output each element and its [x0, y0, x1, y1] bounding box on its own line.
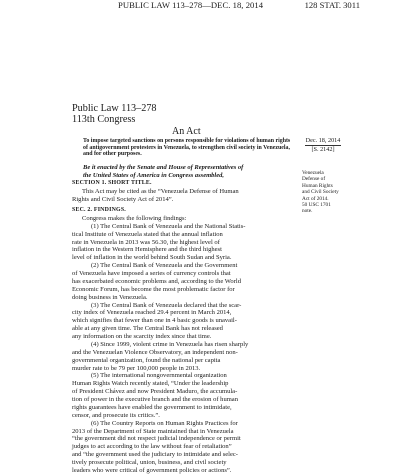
text-line: censor, and prosecute its critics.”. [72, 411, 160, 419]
statute-citation: 128 STAT. 3011 [304, 0, 360, 10]
finding-paragraph [72, 262, 308, 301]
text-line: any information on the scarcity index since that time. [72, 333, 212, 340]
public-law-number: Public Law 113–278 [72, 103, 157, 114]
text-line: This Act may be cited as the “Venezuela Defense of Human [82, 187, 239, 195]
margin-note-line: 50 USC 1701 [302, 202, 331, 209]
text-line: judges to act according to the law without fear of retaliation” [72, 443, 232, 451]
text-line: which signifies that fewer than one in 4 basic goods is unavail- [72, 317, 237, 325]
text-line: (5) The international nongovernmental organization [91, 372, 227, 380]
text-line: Economic Forum, has become the most problematic factor for [72, 285, 235, 293]
purpose-line: of antigovernment protesters in Venezuela, to strengthen civil society in Venezuela, [83, 144, 290, 151]
section-2-heading: SEC. 2. FINDINGS. [72, 207, 126, 213]
purpose-line: To impose targeted sanctions on persons responsible for violations of human rights [83, 138, 291, 144]
text-line: governmental organization, found the national per capita [72, 356, 221, 364]
text-line: rate in Venezuela in 2013 was 56.30, the highest level of [72, 238, 220, 246]
margin-note [302, 170, 352, 215]
enacting-line: Be it enacted by the Senate and House of Representatives of [83, 164, 244, 171]
enactment-date-box [303, 137, 343, 154]
enacting-clause [83, 164, 309, 180]
text-line: and the Venezuelan Violence Observatory, an independent non- [72, 348, 238, 356]
text-line: tion of power in the executive branch and the erosion of human [72, 396, 238, 403]
text-line: doing business in Venezuela. [72, 293, 148, 301]
section-1-text [72, 188, 308, 204]
text-line: of Venezuela have imposed a series of currency controls that [72, 270, 231, 277]
running-head [0, 0, 400, 14]
text-line: level of inflation in the world behind South Sudan and Syria. [72, 254, 232, 262]
margin-note-line: Defense of [302, 176, 326, 183]
section-2 [72, 207, 308, 475]
text-line: (6) The Country Reports on Human Rights Practices for [91, 419, 238, 427]
purpose-statement [83, 138, 311, 158]
text-line: Rights and Civil Society Act of 2014”. [72, 195, 174, 203]
finding-paragraph [72, 223, 308, 262]
finding-paragraph [72, 420, 308, 475]
text-line: Human Rights Watch recently stated, “Under the leadership [72, 380, 229, 388]
margin-note-line: Venezuela [302, 170, 324, 176]
text-line: murder rate to be 79 per 100,000 people in 2013. [72, 364, 201, 372]
finding-paragraph [72, 302, 308, 341]
section-1-heading: SECTION 1. SHORT TITLE. [72, 180, 152, 186]
margin-note-line: Human Rights [302, 182, 333, 189]
enacting-line: the United States of America in Congress assembled, [83, 172, 224, 180]
text-line: and “the government used the judiciary to intimidate and selec- [72, 451, 238, 459]
finding-paragraph [72, 341, 308, 373]
findings-intro: Congress makes the following findings: [82, 214, 187, 222]
text-line: city index of Venezuela reached 29.4 percent in March 2014, [72, 309, 232, 317]
text-line: 2013 of the Department of State maintained that in Venezuela [72, 427, 234, 435]
text-line: “the government did not respect judicial independence or permit [72, 435, 241, 443]
text-line: (3) The Central Bank of Venezuela declared that the scar- [91, 301, 242, 309]
bill-number: [S. 2142] [311, 146, 335, 154]
text-line: rights guarantees have enabled the government to intimidate, [72, 403, 232, 411]
text-line: of President Chávez and now President Maduro, the accumula- [72, 388, 238, 396]
congress-label: 113th Congress [72, 114, 136, 125]
text-line: (2) The Central Bank of Venezuela and the Government [91, 262, 238, 270]
text-line: (4) Since 1999, violent crime in Venezuela has risen sharply [91, 340, 249, 348]
act-label: An Act [172, 126, 201, 137]
text-line: inflation in the Western Hemisphere and the third highest [72, 246, 222, 254]
margin-note-line: note. [302, 208, 313, 215]
text-line: able at any given time. The Central Bank has not released [72, 325, 223, 333]
text-line: tical Institute of Venezuela stated that the annual inflation [72, 230, 223, 238]
running-head-title: PUBLIC LAW 113–278—DEC. 18, 2014 [118, 0, 264, 10]
enactment-date: Dec. 18, 2014 [305, 137, 341, 144]
margin-note-line: Act of 2014. [302, 195, 329, 202]
text-line: tively prosecute political, union, business, and civil society [72, 459, 227, 466]
text-line: leaders who were critical of government policies or actions”. [72, 466, 232, 474]
margin-note-line: and Civil Society [302, 189, 339, 196]
text-line: (1) The Central Bank of Venezuela and the National Statis- [91, 222, 246, 230]
section-1 [72, 180, 308, 204]
text-line: has exacerbated economic problems and, according to the World [72, 277, 241, 285]
finding-paragraph [72, 372, 308, 419]
purpose-line: and for other purposes. [83, 151, 142, 158]
